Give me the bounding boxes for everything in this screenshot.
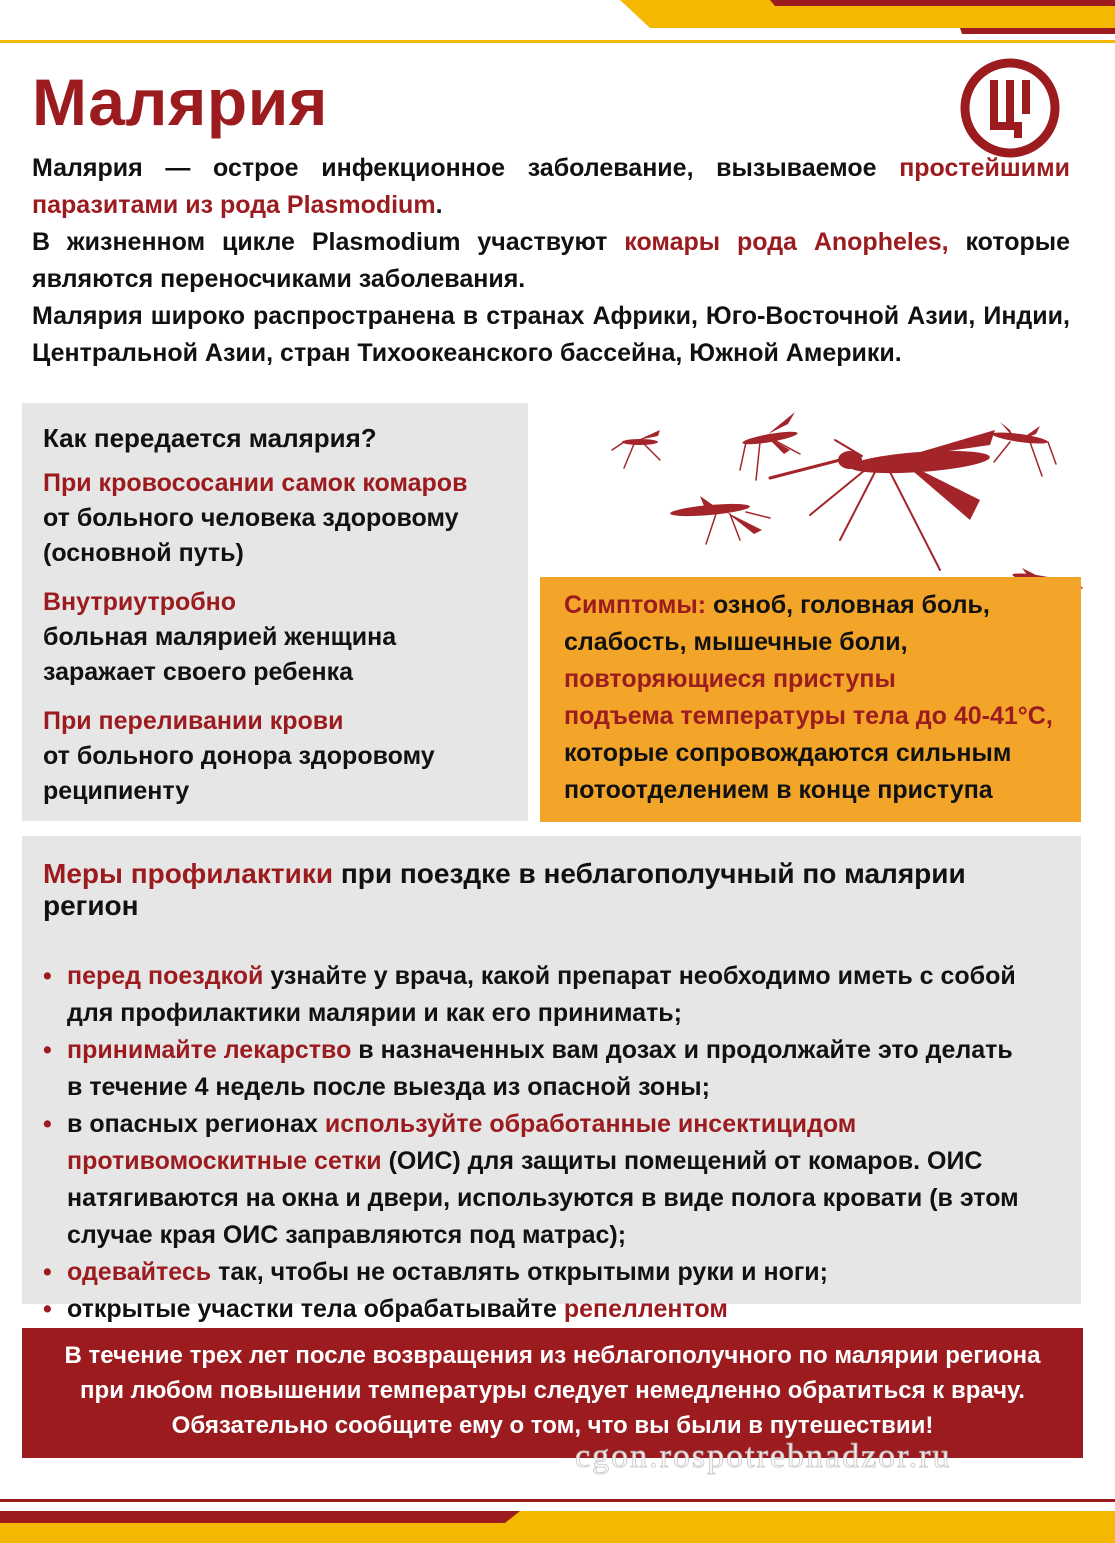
prevention-item: • одевайтесь так, чтобы не оставлять открытыми руки и ноги; — [43, 1254, 1061, 1291]
transmission-group-title: При кровососании самок комаров — [43, 469, 468, 497]
transmission-line: реципиенту — [43, 777, 190, 805]
transmission-group-title: Внутриутробно — [43, 588, 237, 616]
mosquito-small-icon — [992, 422, 1056, 476]
symptoms-line: потоотделением в конце приступа — [564, 776, 993, 804]
bullet-icon: • — [43, 1295, 52, 1323]
warning-line: Обязательно сообщите ему о том, что вы были в путешествии! — [171, 1412, 934, 1439]
prevention-item: • открытые участки тела обрабатывайте репеллентом — [43, 1291, 1061, 1328]
transmission-group — [43, 704, 508, 809]
intro-paragraph-1: Малярия — острое инфекционное заболевание, вызываемое простейшими паразитами из рода Plasmodium. — [32, 154, 1070, 219]
prevention-item: • принимайте лекарство в назначенных вам дозах и продолжайте это делать в течение 4 недель после выезда из опасной зоны; — [43, 1032, 1061, 1106]
mosquito-small-icon — [740, 412, 800, 480]
site-watermark: cgon.rospotrebnadzor.ru — [575, 1438, 952, 1475]
bottom-decorative-stripes — [0, 1483, 1115, 1543]
symptoms-panel — [540, 577, 1081, 822]
mosquito-small-icon — [612, 430, 660, 468]
warning-line: В течение трех лет после возвращения из неблагополучного по малярии региона — [64, 1342, 1041, 1369]
transmission-line: больная малярией женщина — [43, 623, 397, 651]
bullet-icon: • — [43, 1258, 52, 1286]
bullet-icon: • — [43, 1110, 52, 1138]
transmission-line: от больного донора здоровому — [43, 742, 435, 770]
page-title: Малярия — [32, 65, 328, 139]
bullet-icon: • — [43, 1036, 52, 1064]
symptoms-line: слабость, мышечные боли, — [564, 628, 908, 656]
transmission-group — [43, 466, 508, 571]
bullet-icon: • — [43, 962, 52, 990]
intro-paragraph-3: Малярия широко распространена в странах Африки, Юго-Восточной Азии, Индии, Центральной Азии, стран Тихоокеанского бассейна, Южной Америки. — [32, 302, 1070, 367]
transmission-line: заражает своего ребенка — [43, 658, 353, 686]
transmission-group-title: При переливании крови — [43, 707, 344, 735]
symptoms-line: Симптомы: озноб, головная боль, — [564, 591, 990, 619]
prevention-panel — [22, 836, 1081, 1323]
prevention-list — [43, 958, 1061, 1328]
prevention-item: • в опасных регионах используйте обработанные инсектицидом противомоскитные сетки (ОИС) для защиты помещений от комаров. ОИС натягиваются на окна и двери, используются в виде полога кровати (в этом случае края ОИС заправляются под матрас); — [43, 1106, 1061, 1254]
intro-paragraph-2: В жизненном цикле Plasmodium участвуют комары рода Anopheles, которые являются переносчиками заболевания. — [32, 228, 1070, 293]
rospotrebnadzor-logo-icon — [958, 56, 1062, 160]
symptoms-line: подъема температуры тела до 40-41°С, — [564, 702, 1053, 730]
prevention-heading: Меры профилактики при поездке в неблагополучный по малярии регион — [43, 858, 966, 921]
transmission-line: (основной путь) — [43, 539, 244, 567]
top-decorative-stripes — [0, 0, 1115, 50]
mosquito-small-icon — [670, 496, 770, 544]
symptoms-line: повторяющиеся приступы — [564, 665, 896, 693]
mosquito-large-icon — [770, 430, 995, 570]
transmission-group — [43, 585, 508, 690]
transmission-heading: Как передается малярия? — [43, 423, 377, 453]
prevention-item: • перед поездкой узнайте у врача, какой препарат необходимо иметь с собой для профилактики малярии и как его принимать; — [43, 958, 1061, 1032]
transmission-line: от больного человека здоровому — [43, 504, 459, 532]
transmission-panel — [22, 403, 528, 821]
warning-line: при любом повышении температуры следует немедленно обратиться к врачу. — [80, 1377, 1025, 1404]
symptoms-line: которые сопровождаются сильным — [564, 739, 1012, 767]
intro-section — [32, 150, 1070, 372]
